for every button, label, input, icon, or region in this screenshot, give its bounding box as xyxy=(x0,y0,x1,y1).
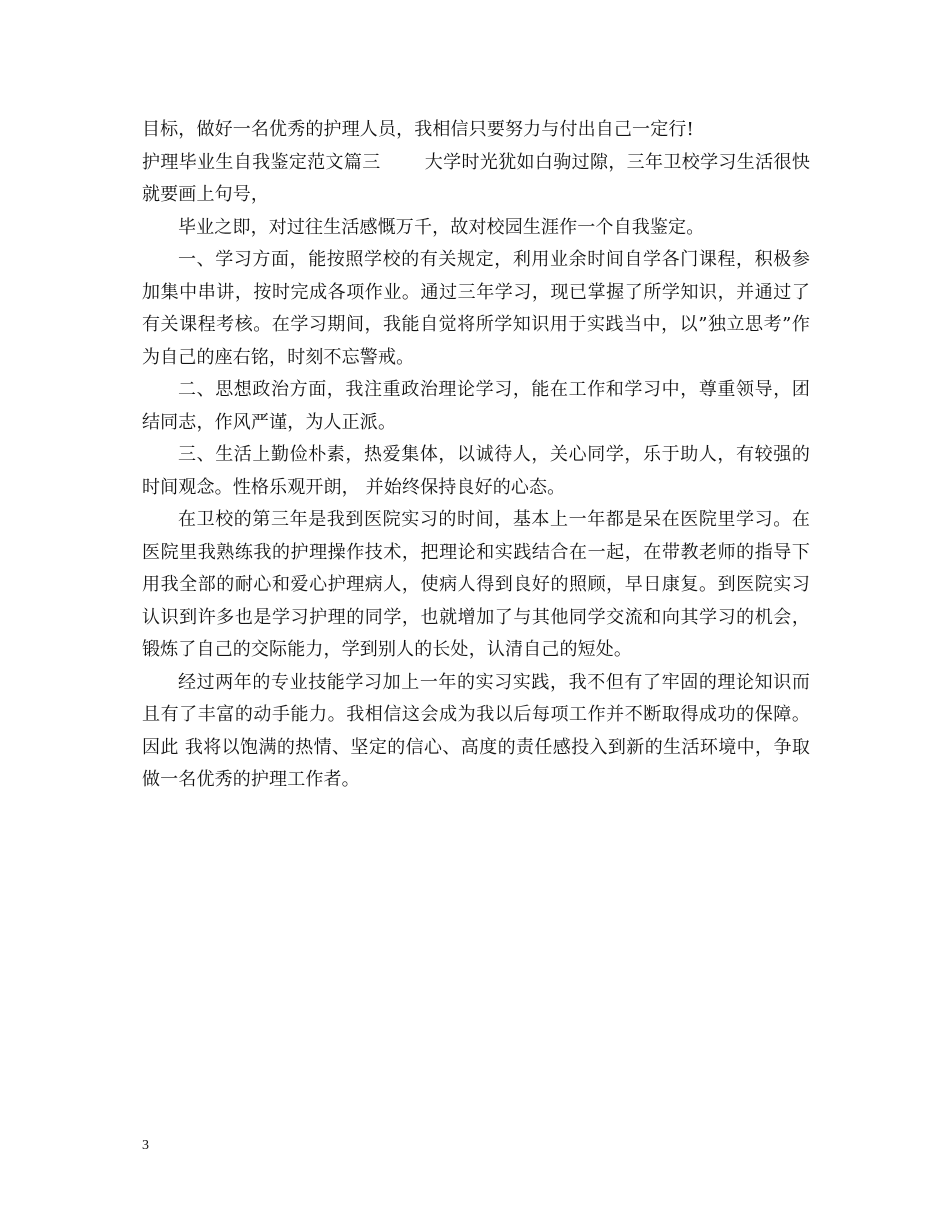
document-body xyxy=(142,114,810,797)
paragraph: 三、生活上勤俭朴素，热爱集体，以诚待人，关心同学，乐于助人，有较强的时间观念。性格乐观开朗， 并始终保持良好的心态。 xyxy=(142,444,810,498)
heading-text: 大学时光犹如白驹过隙，三年卫校学习生活很快就要画上句号， xyxy=(142,151,810,205)
paragraph: 毕业之即，对过往生活感慨万千，故对校园生涯作一个自我鉴定。 xyxy=(178,216,705,238)
paragraph: 经过两年的专业技能学习加上一年的实习实践，我不但有了牢固的理论知识而且有了丰富的动手能力。我相信这会成为我以后每项工作并不断取得成功的保障。因此 我将以饱满的热情、坚定的信心、高度的责任感投入到新的生活环境中，争取做一名优秀的护理工作者。 xyxy=(142,671,810,790)
section-title: 护理毕业生自我鉴定范文篇三 xyxy=(142,151,381,173)
continuation-line: 目标，做好一名优秀的护理人员，我相信只要努力与付出自己一定行! xyxy=(142,119,694,140)
paragraph: 一、学习方面，能按照学校的有关规定，利用业余时间自学各门课程，积极参加集中串讲，按时完成各项作业。通过三年学习，现已掌握了所学知识，并通过了有关课程考核。在学习期间，我能自觉将所学知识用于实践当中，以”独立思考”作为自己的座右铭，时刻不忘警戒。 xyxy=(142,249,810,368)
page-number: 3 xyxy=(142,1138,149,1153)
paragraph: 二、思想政治方面，我注重政治理论学习，能在工作和学习中，尊重领导，团结同志，作风严谨，为人正派。 xyxy=(142,379,810,433)
paragraph: 在卫校的第三年是我到医院实习的时间，基本上一年都是呆在医院里学习。在医院里我熟练我的护理操作技术，把理论和实践结合在一起，在带教老师的指导下用我全部的耐心和爱心护理病人，使病人得到良好的照顾，早日康复。到医院实习认识到许多也是学习护理的同学，也就增加了与其他同学交流和向其学习的机会，锻炼了自己的交际能力，学到别人的长处，认清自己的短处。 xyxy=(142,509,810,660)
heading-paragraph xyxy=(142,147,810,212)
